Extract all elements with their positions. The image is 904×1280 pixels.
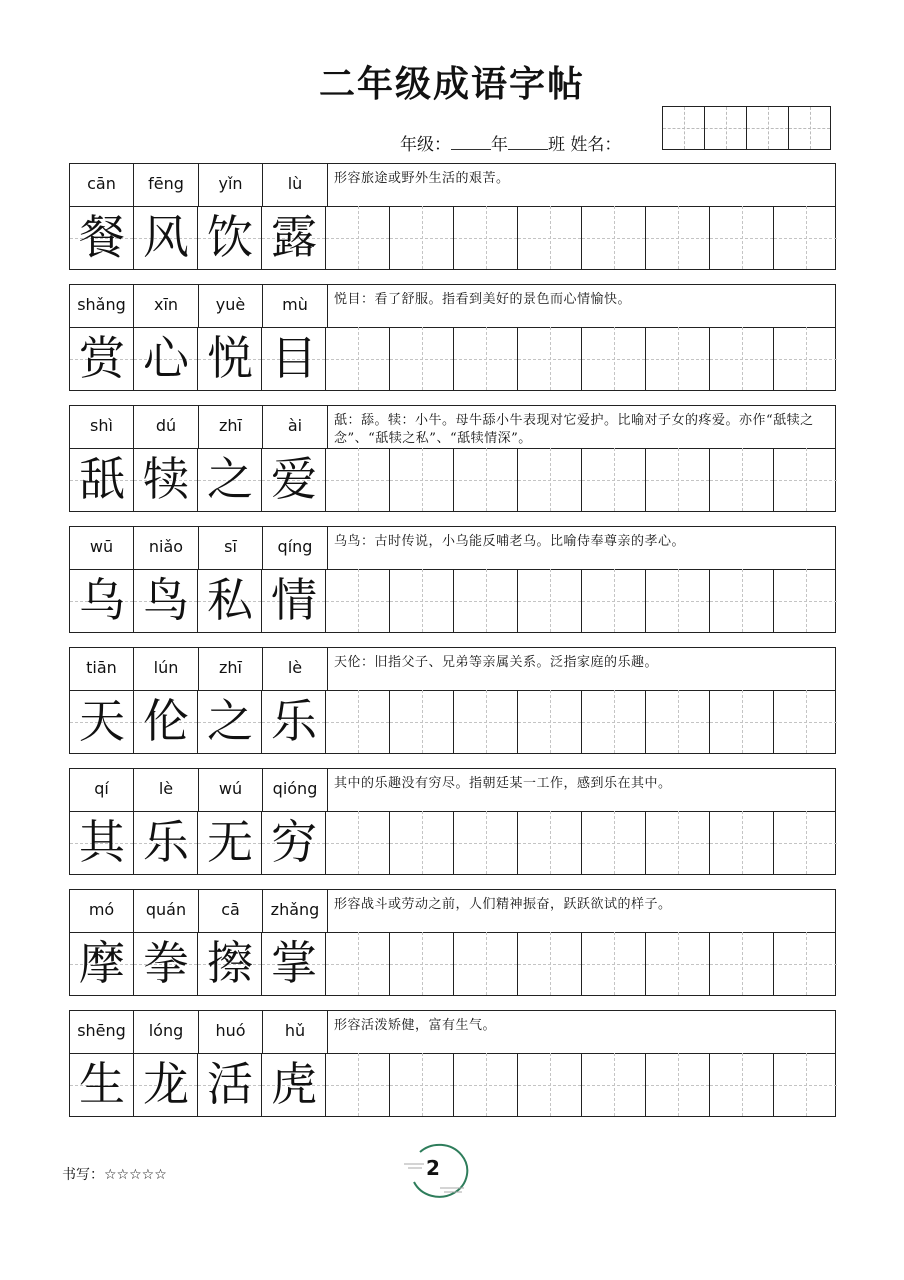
pinyin-row <box>70 769 835 812</box>
model-character: 露 <box>271 210 317 264</box>
pinyin-row <box>70 285 835 328</box>
model-character: 之 <box>207 694 253 748</box>
practice-cell[interactable] <box>326 569 390 632</box>
model-character: 活 <box>207 1057 253 1111</box>
practice-cell[interactable] <box>390 327 454 390</box>
practice-cell[interactable] <box>518 690 582 753</box>
model-character-cell <box>198 932 262 995</box>
pinyin-cell: lún <box>135 648 199 690</box>
practice-cell[interactable] <box>326 932 390 995</box>
pinyin-cell: mù <box>264 285 328 327</box>
model-character-cell <box>134 327 198 390</box>
practice-cell[interactable] <box>582 690 646 753</box>
idiom-block <box>69 647 836 754</box>
name-cell[interactable] <box>747 107 789 149</box>
practice-cell[interactable] <box>646 569 710 632</box>
practice-cell[interactable] <box>710 1053 774 1116</box>
practice-cell[interactable] <box>326 1053 390 1116</box>
practice-cell[interactable] <box>710 932 774 995</box>
character-row <box>70 811 835 874</box>
pinyin-cell: cān <box>70 164 134 206</box>
practice-cell[interactable] <box>326 448 390 511</box>
model-character: 天 <box>79 694 125 748</box>
practice-cell[interactable] <box>582 327 646 390</box>
practice-cell[interactable] <box>774 811 837 874</box>
pinyin-cell: tiān <box>70 648 134 690</box>
idiom-meaning: 天伦：旧指父子、兄弟等亲属关系。泛指家庭的乐趣。 <box>334 655 659 670</box>
model-character: 目 <box>271 331 317 385</box>
pinyin-row <box>70 1011 835 1054</box>
practice-cell[interactable] <box>710 206 774 269</box>
pinyin-cell: qíng <box>264 527 328 569</box>
model-character-cell <box>134 448 198 511</box>
practice-cell[interactable] <box>326 206 390 269</box>
practice-cell[interactable] <box>454 206 518 269</box>
pinyin-cell: ài <box>264 406 328 448</box>
name-writing-grid[interactable] <box>662 106 831 150</box>
pinyin-row <box>70 406 835 449</box>
practice-cell[interactable] <box>390 206 454 269</box>
pinyin-cell: yǐn <box>199 164 263 206</box>
practice-cell[interactable] <box>454 327 518 390</box>
idiom-meaning: 乌鸟：古时传说，小乌能反哺老乌。比喻侍奉尊亲的孝心。 <box>334 534 686 549</box>
pinyin-row <box>70 527 835 570</box>
model-character: 伦 <box>143 694 189 748</box>
model-character-cell <box>198 448 262 511</box>
idiom-meaning: 舐：舔。犊：小牛。母牛舔小牛表现对它爱护。比喻对子女的疼爱。亦作“舐犊之念”、“舐犊之私”、“舐犊情深”。 <box>334 413 814 446</box>
pinyin-cell: huó <box>199 1011 263 1053</box>
pinyin-cell: niǎo <box>135 527 199 569</box>
idiom-meaning: 形容活泼矫健，富有生气。 <box>334 1018 497 1033</box>
practice-cell[interactable] <box>518 811 582 874</box>
practice-cell[interactable] <box>582 932 646 995</box>
class-blank[interactable] <box>508 135 548 150</box>
practice-cell[interactable] <box>774 1053 837 1116</box>
pinyin-cell: zhī <box>199 406 263 448</box>
pinyin-cell: dú <box>135 406 199 448</box>
model-character-cell <box>70 690 134 753</box>
practice-cell[interactable] <box>774 206 837 269</box>
pinyin-row <box>70 648 835 691</box>
idiom-meaning: 形容战斗或劳动之前，人们精神振奋，跃跃欲试的样子。 <box>334 897 672 912</box>
practice-cell[interactable] <box>390 690 454 753</box>
pinyin-cell: wū <box>70 527 134 569</box>
practice-cell[interactable] <box>710 690 774 753</box>
model-character: 掌 <box>271 936 317 990</box>
pinyin-cell: lóng <box>135 1011 199 1053</box>
name-cell[interactable] <box>705 107 747 149</box>
practice-cell[interactable] <box>646 1053 710 1116</box>
model-character-cell <box>262 811 326 874</box>
model-character: 乌 <box>79 573 125 627</box>
idiom-meaning: 形容旅途或野外生活的艰苦。 <box>334 171 510 186</box>
model-character: 心 <box>143 331 189 385</box>
practice-cell[interactable] <box>774 690 837 753</box>
practice-cell[interactable] <box>518 327 582 390</box>
practice-cell[interactable] <box>454 811 518 874</box>
practice-cell[interactable] <box>646 327 710 390</box>
practice-cell[interactable] <box>582 1053 646 1116</box>
class-label: 班 <box>548 135 565 155</box>
model-character-cell <box>134 569 198 632</box>
model-character-cell <box>198 206 262 269</box>
model-character: 拳 <box>143 936 189 990</box>
model-character: 乐 <box>271 694 317 748</box>
model-character-cell <box>70 206 134 269</box>
character-row <box>70 569 835 632</box>
model-character-cell <box>198 1053 262 1116</box>
pinyin-cell: qióng <box>264 769 328 811</box>
pinyin-cell: zhī <box>199 648 263 690</box>
model-character-cell <box>70 569 134 632</box>
student-info-line <box>400 130 621 155</box>
model-character-cell <box>198 327 262 390</box>
character-row <box>70 206 835 269</box>
model-character: 爱 <box>271 452 317 506</box>
practice-cell[interactable] <box>454 448 518 511</box>
idiom-block <box>69 526 836 633</box>
practice-cell[interactable] <box>326 690 390 753</box>
model-character: 其 <box>79 815 125 869</box>
model-character-cell <box>262 206 326 269</box>
practice-cell[interactable] <box>454 932 518 995</box>
practice-cell[interactable] <box>774 327 837 390</box>
page-title: 二年级成语字帖 <box>318 64 585 105</box>
model-character: 乐 <box>143 815 189 869</box>
model-character: 悦 <box>207 331 253 385</box>
year-label: 年 <box>491 135 508 155</box>
model-character: 生 <box>79 1057 125 1111</box>
practice-cell[interactable] <box>454 569 518 632</box>
writing-rating <box>62 1164 167 1184</box>
pinyin-cell: zhǎng <box>264 890 328 932</box>
practice-cell[interactable] <box>646 932 710 995</box>
practice-cell[interactable] <box>454 690 518 753</box>
model-character: 犊 <box>143 452 189 506</box>
practice-cell[interactable] <box>390 811 454 874</box>
pinyin-cell: hǔ <box>264 1011 328 1053</box>
pinyin-row <box>70 164 835 207</box>
practice-cell[interactable] <box>710 448 774 511</box>
idiom-block <box>69 768 836 875</box>
model-character-cell <box>262 569 326 632</box>
character-row <box>70 932 835 995</box>
pinyin-cell: shì <box>70 406 134 448</box>
practice-cell[interactable] <box>710 569 774 632</box>
practice-cell[interactable] <box>774 569 837 632</box>
model-character-cell <box>262 932 326 995</box>
model-character: 饮 <box>207 210 253 264</box>
pinyin-cell: lù <box>264 164 328 206</box>
model-character: 龙 <box>143 1057 189 1111</box>
practice-cell[interactable] <box>710 327 774 390</box>
idiom-block <box>69 405 836 512</box>
idiom-block <box>69 163 836 270</box>
rating-stars[interactable]: ☆☆☆☆☆ <box>104 1167 167 1183</box>
character-row <box>70 327 835 390</box>
model-character-cell <box>134 811 198 874</box>
practice-cell[interactable] <box>518 569 582 632</box>
model-character: 情 <box>271 573 317 627</box>
model-character: 穷 <box>271 815 317 869</box>
practice-cell[interactable] <box>774 448 837 511</box>
idiom-meaning: 悦目：看了舒服。指看到美好的景色而心情愉快。 <box>334 292 632 307</box>
character-row <box>70 448 835 511</box>
model-character-cell <box>134 1053 198 1116</box>
model-character-cell <box>134 690 198 753</box>
practice-cell[interactable] <box>390 932 454 995</box>
model-character: 私 <box>207 573 253 627</box>
practice-cell[interactable] <box>646 206 710 269</box>
model-character-cell <box>198 811 262 874</box>
model-character: 餐 <box>79 210 125 264</box>
practice-cell[interactable] <box>390 1053 454 1116</box>
model-character: 鸟 <box>143 573 189 627</box>
model-character: 无 <box>207 815 253 869</box>
name-cell[interactable] <box>789 107 831 149</box>
model-character-cell <box>70 932 134 995</box>
practice-cell[interactable] <box>390 569 454 632</box>
model-character-cell <box>262 1053 326 1116</box>
model-character-cell <box>70 448 134 511</box>
model-character-cell <box>134 206 198 269</box>
grade-blank[interactable] <box>451 135 491 150</box>
practice-cell[interactable] <box>582 448 646 511</box>
model-character-cell <box>198 569 262 632</box>
model-character: 擦 <box>207 936 253 990</box>
practice-cell[interactable] <box>582 206 646 269</box>
model-character-cell <box>70 327 134 390</box>
name-cell[interactable] <box>663 107 705 149</box>
practice-cell[interactable] <box>390 448 454 511</box>
pinyin-cell: shēng <box>70 1011 134 1053</box>
idiom-block <box>69 889 836 996</box>
model-character-cell <box>70 1053 134 1116</box>
pinyin-cell: quán <box>135 890 199 932</box>
model-character: 风 <box>143 210 189 264</box>
pinyin-row <box>70 890 835 933</box>
model-character-cell <box>198 690 262 753</box>
practice-cell[interactable] <box>518 206 582 269</box>
practice-cell[interactable] <box>454 1053 518 1116</box>
pinyin-cell: shǎng <box>70 285 134 327</box>
writing-label: 书写： <box>62 1167 104 1183</box>
practice-cell[interactable] <box>326 327 390 390</box>
pinyin-cell: wú <box>199 769 263 811</box>
model-character: 舐 <box>79 452 125 506</box>
practice-cell[interactable] <box>582 811 646 874</box>
pinyin-cell: xīn <box>135 285 199 327</box>
page-number: 2 <box>426 1156 440 1180</box>
model-character: 之 <box>207 452 253 506</box>
pinyin-cell: mó <box>70 890 134 932</box>
practice-cell[interactable] <box>582 569 646 632</box>
practice-cell[interactable] <box>518 448 582 511</box>
idiom-meaning: 其中的乐趣没有穷尽。指朝廷某一工作，感到乐在其中。 <box>334 776 672 791</box>
pinyin-cell: yuè <box>199 285 263 327</box>
practice-cell[interactable] <box>646 811 710 874</box>
practice-cell[interactable] <box>518 932 582 995</box>
model-character-cell <box>134 932 198 995</box>
idiom-block <box>69 284 836 391</box>
grade-label: 年级： <box>400 135 451 155</box>
practice-cell[interactable] <box>774 932 837 995</box>
model-character-cell <box>70 811 134 874</box>
page-number-badge <box>400 1138 470 1198</box>
character-row <box>70 1053 835 1116</box>
practice-cell[interactable] <box>326 811 390 874</box>
model-character-cell <box>262 327 326 390</box>
pinyin-cell: sī <box>199 527 263 569</box>
model-character: 赏 <box>79 331 125 385</box>
practice-cell[interactable] <box>710 811 774 874</box>
model-character: 虎 <box>271 1057 317 1111</box>
practice-cell[interactable] <box>518 1053 582 1116</box>
name-label: 姓名： <box>570 135 622 155</box>
pinyin-cell: lè <box>135 769 199 811</box>
pinyin-cell: fēng <box>135 164 199 206</box>
model-character-cell <box>262 448 326 511</box>
model-character: 摩 <box>79 936 125 990</box>
practice-cell[interactable] <box>646 448 710 511</box>
practice-cell[interactable] <box>646 690 710 753</box>
model-character-cell <box>262 690 326 753</box>
pinyin-cell: qí <box>70 769 134 811</box>
pinyin-cell: lè <box>264 648 328 690</box>
idiom-block <box>69 1010 836 1117</box>
pinyin-cell: cā <box>199 890 263 932</box>
character-row <box>70 690 835 753</box>
